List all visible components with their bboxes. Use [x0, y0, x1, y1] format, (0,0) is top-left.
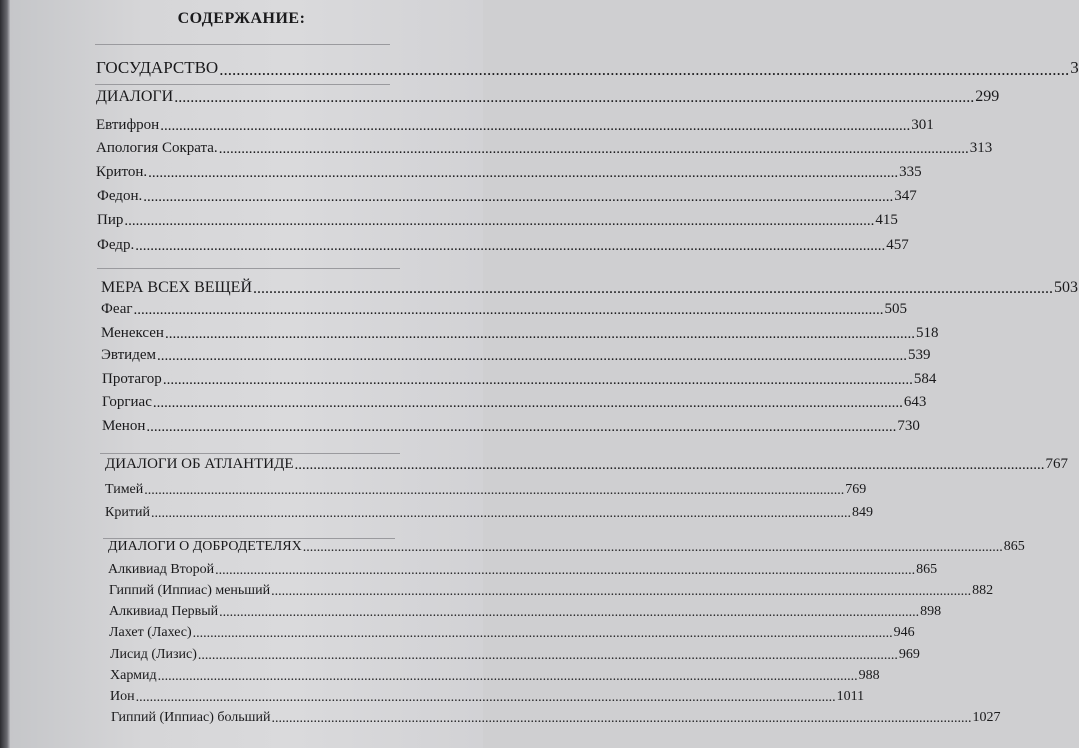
- toc-entry-title: Федон.: [97, 188, 143, 204]
- toc-entry: [102, 418, 920, 435]
- toc-page-number: 518: [915, 325, 939, 341]
- dot-leader: ........................................................................................................................................................................................................: [143, 189, 894, 205]
- dot-leader: ........................................................................................................................................................................................................: [152, 395, 903, 411]
- toc-entry-title: ДИАЛОГИ: [96, 88, 174, 105]
- toc-page-number: 505: [884, 301, 908, 317]
- dot-leader: ........................................................................................................................................................................................................: [219, 60, 1070, 79]
- dot-leader: ........................................................................................................................................................................................................: [215, 563, 916, 578]
- toc-entry: [111, 710, 1001, 726]
- toc-entry: [96, 117, 934, 134]
- toc-page-number: 503: [1054, 279, 1078, 296]
- toc-entry-title: Апология Сократа.: [96, 140, 218, 156]
- dot-leader: ........................................................................................................................................................................................................: [157, 669, 858, 684]
- dot-leader: ........................................................................................................................................................................................................: [156, 348, 907, 364]
- toc-page-number: 769: [845, 482, 867, 497]
- toc-page-number: 301: [911, 117, 934, 133]
- toc-entry-title: Горгиас: [102, 394, 152, 410]
- toc-entry: [96, 140, 993, 157]
- toc-entry: [97, 188, 917, 205]
- toc-entry-title: Федр.: [97, 237, 135, 253]
- dot-leader: ........................................................................................................................................................................................................: [271, 584, 972, 599]
- toc-entry-title: Критон.: [96, 164, 148, 180]
- toc-page-number: 767: [1045, 456, 1069, 472]
- dot-leader: ........................................................................................................................................................................................................: [253, 280, 1053, 297]
- toc-page-number: 584: [913, 371, 937, 387]
- toc-page-number: 1027: [972, 710, 1001, 725]
- toc-entry: [101, 347, 931, 364]
- toc-entry-title: Эвтидем: [101, 347, 156, 363]
- toc-entry-title: Феаг: [101, 301, 133, 317]
- dot-leader: ........................................................................................................................................................................................................: [271, 711, 972, 726]
- toc-entry: [97, 212, 898, 229]
- toc-page-number: 3: [1070, 58, 1079, 77]
- toc-page-number: 313: [969, 140, 993, 156]
- toc-entry-title: Лисид (Лизис): [110, 647, 197, 662]
- toc-page-number: 849: [851, 505, 873, 520]
- toc-section-heading: [96, 88, 1000, 106]
- toc-entry-title: Критий: [105, 505, 150, 520]
- toc-entry: [109, 604, 942, 620]
- toc-page-number: 539: [907, 347, 931, 363]
- page-title: СОДЕРЖАНИЕ:: [177, 10, 306, 27]
- section-divider: [95, 84, 390, 85]
- toc-section-heading: [96, 58, 1079, 79]
- toc-entry: [97, 237, 909, 254]
- dot-leader: ........................................................................................................................................................................................................: [160, 118, 911, 134]
- toc-entry-title: Тимей: [105, 482, 144, 497]
- dot-leader: ........................................................................................................................................................................................................: [148, 165, 899, 181]
- toc-entry: [102, 394, 927, 411]
- toc-entry-title: Менексен: [101, 325, 164, 341]
- toc-entry: [96, 164, 922, 181]
- section-divider: [95, 44, 390, 45]
- toc-section-heading: [101, 279, 1078, 297]
- toc-entry-title: Лахет (Лахес): [109, 625, 192, 640]
- toc-page-number: 898: [920, 604, 942, 619]
- toc-page-number: 865: [916, 562, 938, 577]
- dot-leader: ........................................................................................................................................................................................................: [294, 457, 1045, 473]
- section-divider: [100, 453, 400, 454]
- toc-page-number: 882: [972, 583, 994, 598]
- toc-entry-title: Гиппий (Иппиас) меньший: [109, 583, 271, 598]
- toc-entry: [110, 689, 865, 705]
- dot-leader: ........................................................................................................................................................................................................: [192, 626, 893, 641]
- toc-entry-title: Ион: [110, 689, 135, 704]
- toc-page-number: 865: [1003, 539, 1025, 554]
- toc-entry-title: Гиппий (Иппиас) больший: [111, 710, 271, 725]
- section-divider: [97, 268, 400, 269]
- toc-entry: [105, 505, 873, 521]
- dot-leader: ........................................................................................................................................................................................................: [144, 483, 845, 498]
- toc-page-number: 415: [875, 212, 898, 228]
- toc-entry: [109, 583, 994, 599]
- toc-entry: [109, 625, 915, 641]
- toc-entry: [110, 647, 920, 663]
- dot-leader: ........................................................................................................................................................................................................: [174, 89, 975, 106]
- toc-section-heading: [108, 539, 1025, 555]
- dot-leader: ........................................................................................................................................................................................................: [146, 419, 897, 435]
- toc-entry-title: Пир: [97, 212, 124, 228]
- toc-entry-title: Алкивиад Первый: [109, 604, 219, 619]
- toc-entry-title: Алкивиад Второй: [108, 562, 215, 577]
- dot-leader: ........................................................................................................................................................................................................: [135, 238, 886, 254]
- dot-leader: ........................................................................................................................................................................................................: [219, 605, 920, 620]
- toc-section-heading: [105, 456, 1069, 473]
- toc-entry: [108, 562, 938, 578]
- dot-leader: ........................................................................................................................................................................................................: [164, 326, 915, 342]
- toc-page-number: 457: [886, 237, 909, 253]
- toc-entry-title: Хармид: [110, 668, 157, 683]
- toc-page-number: 1011: [836, 689, 865, 704]
- toc-page-number: 730: [897, 418, 920, 434]
- toc-entry: [101, 301, 908, 318]
- toc-entry-title: Менон: [102, 418, 146, 434]
- toc-entry-title: Евтифрон: [96, 117, 160, 133]
- dot-leader: ........................................................................................................................................................................................................: [150, 506, 851, 521]
- toc-entry-title: Протагор: [102, 371, 162, 387]
- toc-page-number: 347: [894, 188, 917, 204]
- toc-entry: [102, 371, 937, 388]
- dot-leader: ........................................................................................................................................................................................................: [124, 213, 875, 229]
- toc-entry: [110, 668, 880, 684]
- toc-page-number: 299: [975, 88, 1000, 105]
- toc-page-number: 969: [898, 647, 920, 662]
- toc-entry-title: ГОСУДАРСТВО: [96, 58, 219, 77]
- toc-entry-title: ДИАЛОГИ ОБ АТЛАНТИДЕ: [105, 456, 294, 472]
- toc-entry-title: МЕРА ВСЕХ ВЕЩЕЙ: [101, 279, 252, 296]
- dot-leader: ........................................................................................................................................................................................................: [302, 540, 1003, 555]
- dot-leader: ........................................................................................................................................................................................................: [218, 141, 969, 157]
- toc-page-number: 335: [899, 164, 922, 180]
- toc-page-number: 946: [893, 625, 915, 640]
- toc-page-number: 643: [903, 394, 927, 410]
- dot-leader: ........................................................................................................................................................................................................: [135, 690, 836, 705]
- dot-leader: ........................................................................................................................................................................................................: [162, 372, 913, 388]
- dot-leader: ........................................................................................................................................................................................................: [133, 302, 884, 318]
- toc-entry: [105, 482, 867, 498]
- toc-entry-title: ДИАЛОГИ О ДОБРОДЕТЕЛЯХ: [108, 539, 302, 554]
- toc-entry: [101, 325, 939, 342]
- toc-page-number: 988: [858, 668, 880, 683]
- dot-leader: ........................................................................................................................................................................................................: [197, 648, 898, 663]
